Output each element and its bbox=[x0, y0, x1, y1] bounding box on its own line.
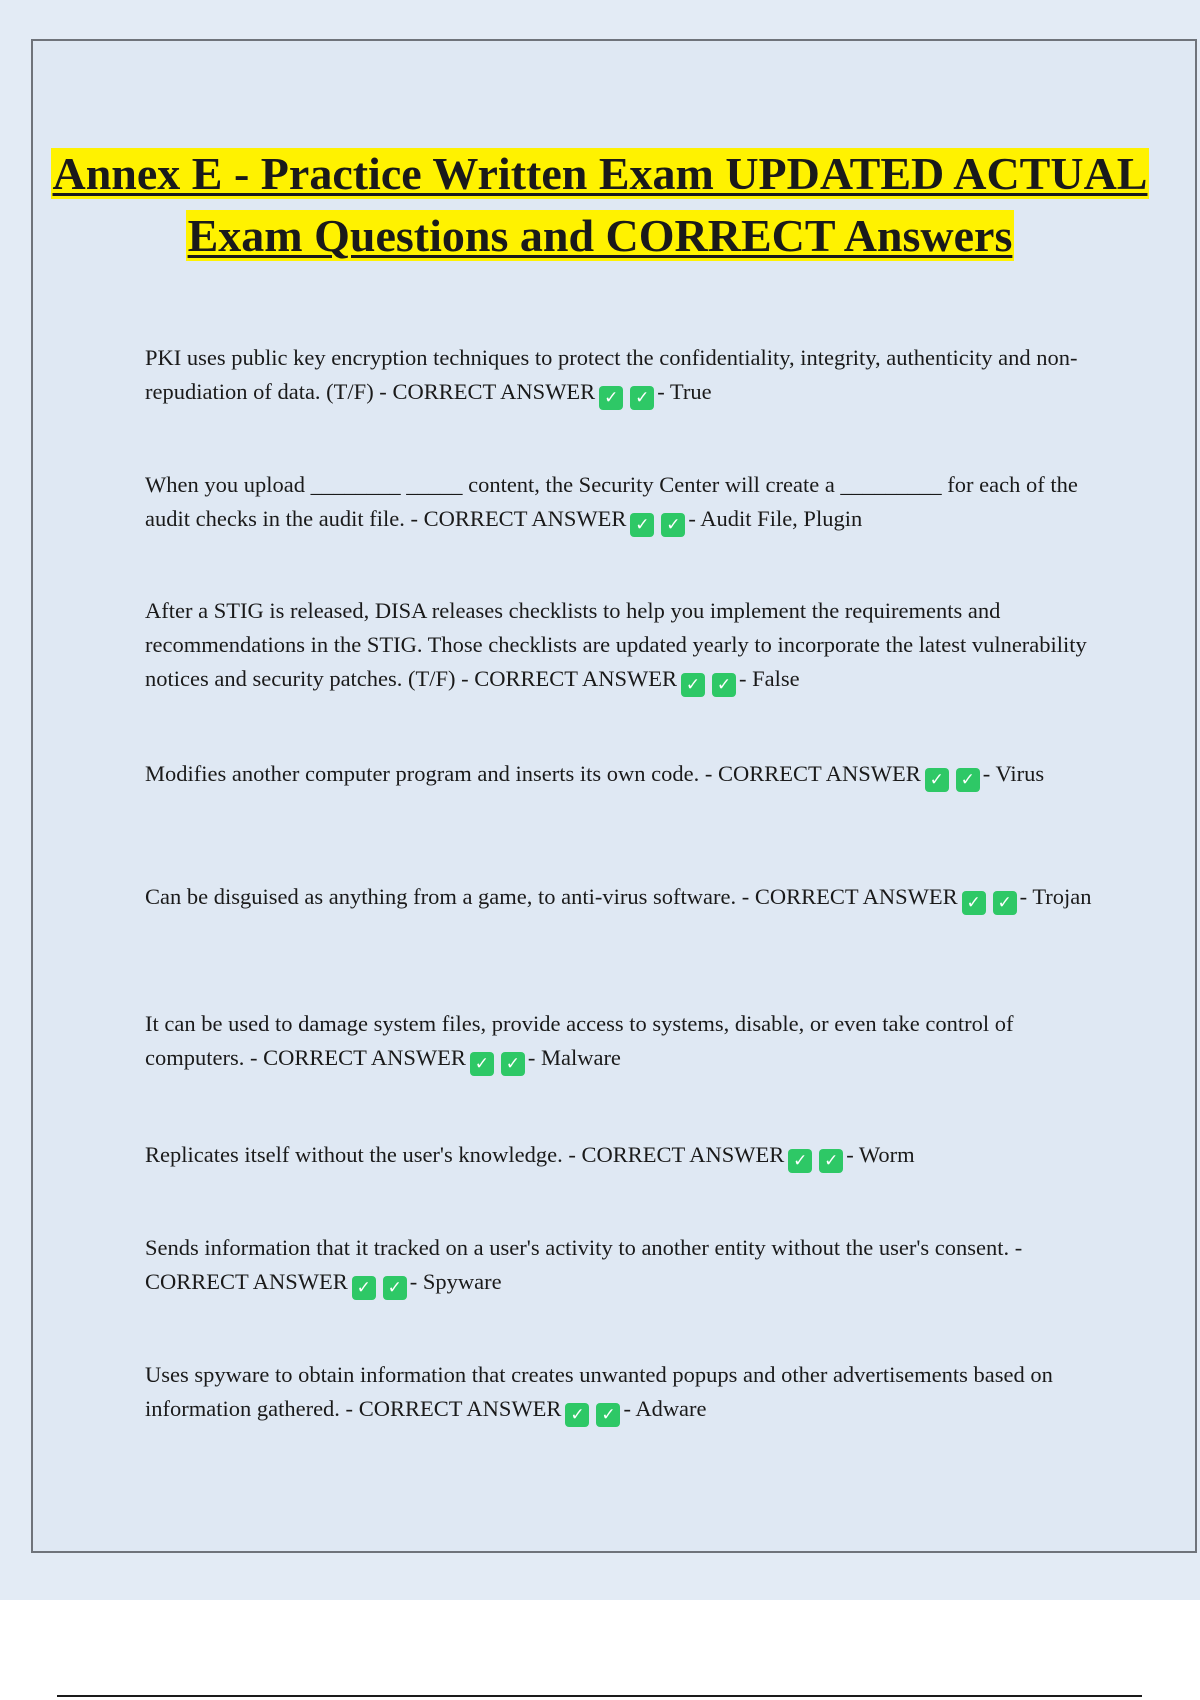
green-checkmark-icon: ✓ bbox=[501, 1052, 525, 1076]
question-text: PKI uses public key encryption techniques to protect the confidentiality, integrity, authenticity and non-repudiation of data. (T/F) - bbox=[145, 345, 1078, 404]
question-text: Sends information that it tracked on a user's activity to another entity without the user's consent. - bbox=[145, 1235, 1023, 1260]
answer-text: - Audit File, Plugin bbox=[688, 506, 863, 531]
answer-label: CORRECT ANSWER bbox=[392, 379, 596, 404]
qa-item bbox=[145, 880, 1095, 915]
qa-item bbox=[145, 1138, 1095, 1173]
green-checkmark-icon: ✓ bbox=[470, 1052, 494, 1076]
answer-text: - True bbox=[657, 379, 712, 404]
green-checkmark-icon: ✓ bbox=[630, 386, 654, 410]
qa-item bbox=[145, 341, 1095, 410]
green-checkmark-icon: ✓ bbox=[599, 386, 623, 410]
answer-text: - Malware bbox=[527, 1045, 621, 1070]
question-text: When you upload ________ _____ content, the Security Center will create a _________ for each of the audit checks in the audit file. - bbox=[145, 472, 1078, 531]
question-text: Uses spyware to obtain information that creates unwanted popups and other advertisements based on information gathered. - bbox=[145, 1362, 1053, 1421]
answer-text: - Virus bbox=[982, 761, 1045, 786]
green-checkmark-icon: ✓ bbox=[596, 1403, 620, 1427]
green-checkmark-icon: ✓ bbox=[925, 768, 949, 792]
answer-label: CORRECT ANSWER bbox=[358, 1396, 562, 1421]
green-checkmark-icon: ✓ bbox=[352, 1276, 376, 1300]
green-checkmark-icon: ✓ bbox=[383, 1276, 407, 1300]
answer-text: - Trojan bbox=[1019, 884, 1092, 909]
green-checkmark-icon: ✓ bbox=[819, 1149, 843, 1173]
question-text: After a STIG is released, DISA releases checklists to help you implement the requirements and recommendations in the STIG. Those checklists are updated yearly to incorporate the latest vulnerability notices and security patches. (T/F) - bbox=[145, 598, 1087, 691]
green-checkmark-icon: ✓ bbox=[565, 1403, 589, 1427]
answer-label: CORRECT ANSWER bbox=[263, 1045, 466, 1070]
footer-divider bbox=[57, 1695, 1142, 1697]
qa-item bbox=[145, 468, 1095, 537]
answer-text: - Spyware bbox=[409, 1269, 502, 1294]
answer-label: CORRECT ANSWER bbox=[474, 666, 678, 691]
green-checkmark-icon: ✓ bbox=[661, 513, 685, 537]
qa-item bbox=[145, 1231, 1095, 1300]
green-checkmark-icon: ✓ bbox=[962, 891, 986, 915]
green-checkmark-icon: ✓ bbox=[681, 673, 705, 697]
answer-label: CORRECT ANSWER bbox=[754, 884, 958, 909]
question-text: Can be disguised as anything from a game, to anti-virus software. - bbox=[145, 884, 750, 909]
qa-item bbox=[145, 1358, 1095, 1427]
answer-label: CORRECT ANSWER bbox=[581, 1142, 785, 1167]
answer-text: - False bbox=[739, 666, 800, 691]
green-checkmark-icon: ✓ bbox=[993, 891, 1017, 915]
qa-item bbox=[145, 1007, 1095, 1076]
green-checkmark-icon: ✓ bbox=[956, 768, 980, 792]
green-checkmark-icon: ✓ bbox=[712, 673, 736, 697]
green-checkmark-icon: ✓ bbox=[630, 513, 654, 537]
question-text: Modifies another computer program and inserts its own code. - bbox=[145, 761, 713, 786]
question-text: Replicates itself without the user's knowledge. - bbox=[145, 1142, 576, 1167]
answer-label: CORRECT ANSWER bbox=[423, 506, 627, 531]
answer-text: - Adware bbox=[623, 1396, 707, 1421]
document-title-text: Annex E - Practice Written Exam UPDATED ACTUAL Exam Questions and CORRECT Answers bbox=[52, 148, 1148, 261]
qa-item bbox=[145, 757, 1095, 792]
document-title bbox=[40, 143, 1160, 267]
answer-label: CORRECT ANSWER bbox=[717, 761, 921, 786]
qa-item bbox=[145, 594, 1095, 697]
answer-label: CORRECT ANSWER bbox=[145, 1269, 348, 1294]
green-checkmark-icon: ✓ bbox=[788, 1149, 812, 1173]
answer-text: - Worm bbox=[846, 1142, 915, 1167]
question-text: It can be used to damage system files, provide access to systems, disable, or even take control of computers. - bbox=[145, 1011, 1014, 1070]
